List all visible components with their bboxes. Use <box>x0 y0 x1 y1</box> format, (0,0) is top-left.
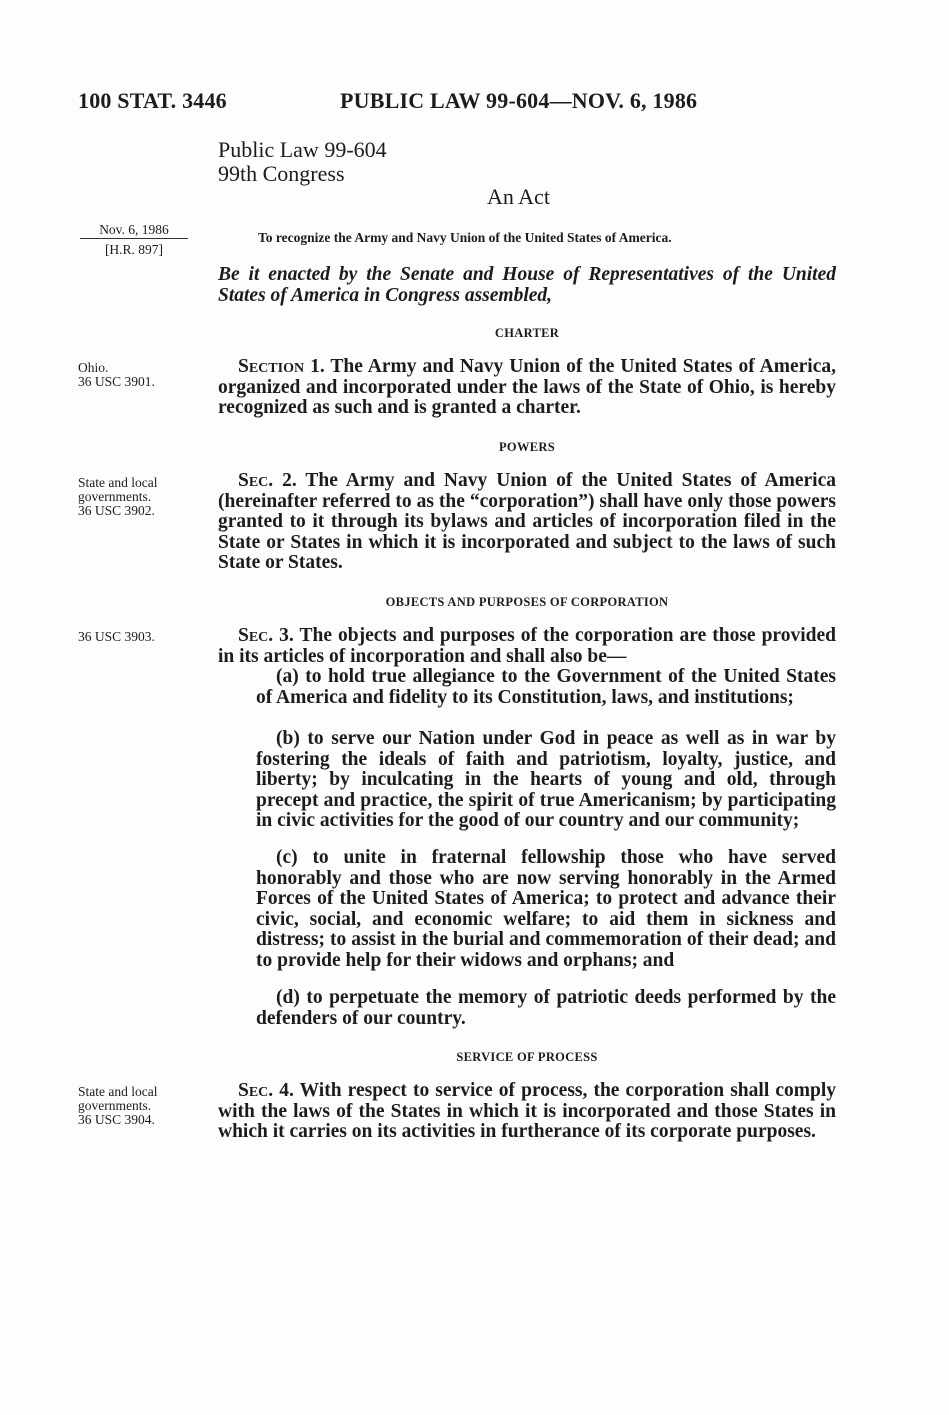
section-1-label: Section 1. <box>238 356 325 377</box>
margin-sec4 <box>78 1085 198 1127</box>
section-2-text: The Army and Navy Union of the United States of America (hereinafter referred to as the “corporation”) shall have only those powers granted to it through its bylaws and articles of incorporation filed in the State or States in which it is incorporated and subject to the laws of such State or States. <box>218 470 836 573</box>
section-3-item-d: (d) to perpetuate the memory of patriotic deeds performed by the defenders of our country. <box>256 987 836 1029</box>
section-4-label: Sec. 4. <box>238 1080 294 1101</box>
heading-charter: CHARTER <box>494 326 560 340</box>
section-1 <box>218 357 836 419</box>
margin-sec2 <box>78 476 198 518</box>
heading-objects: OBJECTS AND PURPOSES OF CORPORATION <box>385 595 669 609</box>
congress-number: 99th Congress <box>218 161 345 186</box>
section-4 <box>218 1081 836 1143</box>
margin-sec3-cite: 36 USC 3903. <box>78 629 155 644</box>
law-title-block <box>218 138 387 186</box>
enacting-clause: Be it enacted by the Senate and House of Representatives of the United States of America in Congress assembled, <box>218 264 836 306</box>
section-4-text: With respect to service of process, the corporation shall comply with the laws of the States in which it is incorporated and those States in which it carries on its activities in furtherance of its corporate purposes. <box>218 1080 837 1142</box>
running-head-law: PUBLIC LAW 99-604—NOV. 6, 1986 <box>340 88 698 113</box>
section-3-item-c: (c) to unite in fraternal fellowship those who have served honorably and those who are now serving honorably in the Armed Forces of the United States of America; to protect and advance their civic, social, and economic welfare; to aid them in sickness and distress; to assist in the burial and commemoration of their dead; and to provide help for their widows and orphans; and <box>256 847 836 971</box>
section-3-text: The objects and purposes of the corporation are those provided in its articles of incorporation and shall also be— <box>218 625 836 667</box>
section-3-label: Sec. 3. <box>238 625 294 646</box>
heading-powers: POWERS <box>499 440 555 454</box>
section-3-item-b: (b) to serve our Nation under God in peace as well as in war by fostering the ideals of faith and patriotism, loyalty, justice, and liberty; by inculcating in the hearts of young and old, through precept and practice, the spirit of true Americanism; by participating in civic activities for the good of our country and our community; <box>256 728 836 831</box>
margin-sec1 <box>78 361 198 389</box>
section-2-label: Sec. 2. <box>238 470 297 491</box>
act-purpose: To recognize the Army and Navy Union of the United States of America. <box>258 230 672 245</box>
heading-service-of-process: SERVICE OF PROCESS <box>456 1050 598 1064</box>
margin-bill-number: [H.R. 897] <box>104 242 164 257</box>
section-3-item-a: (a) to hold true allegiance to the Government of the United States of America and fidelity to its Constitution, laws, and institutions; <box>256 666 836 708</box>
margin-sec2-line2: governments. <box>78 489 152 504</box>
margin-sec2-cite: 36 USC 3902. <box>78 503 155 518</box>
margin-rule <box>80 238 188 239</box>
margin-sec1-place: Ohio. <box>78 360 109 375</box>
margin-sec4-cite: 36 USC 3904. <box>78 1112 155 1127</box>
statute-page-reference: 100 STAT. 3446 <box>78 88 227 113</box>
section-3 <box>218 626 836 667</box>
margin-sec4-line1: State and local <box>78 1084 158 1099</box>
section-2 <box>218 471 836 574</box>
margin-date: Nov. 6, 1986 <box>99 222 169 237</box>
margin-sec2-line1: State and local <box>78 475 158 490</box>
section-1-text: The Army and Navy Union of the United States of America, organized and incorporated under the laws of the State of Ohio, is hereby recognized as such and is granted a charter. <box>218 356 836 418</box>
margin-sec1-cite: 36 USC 3901. <box>78 374 155 389</box>
margin-sec4-line2: governments. <box>78 1098 152 1113</box>
an-act-title: An Act <box>487 184 550 209</box>
public-law-number: Public Law 99-604 <box>218 137 387 162</box>
